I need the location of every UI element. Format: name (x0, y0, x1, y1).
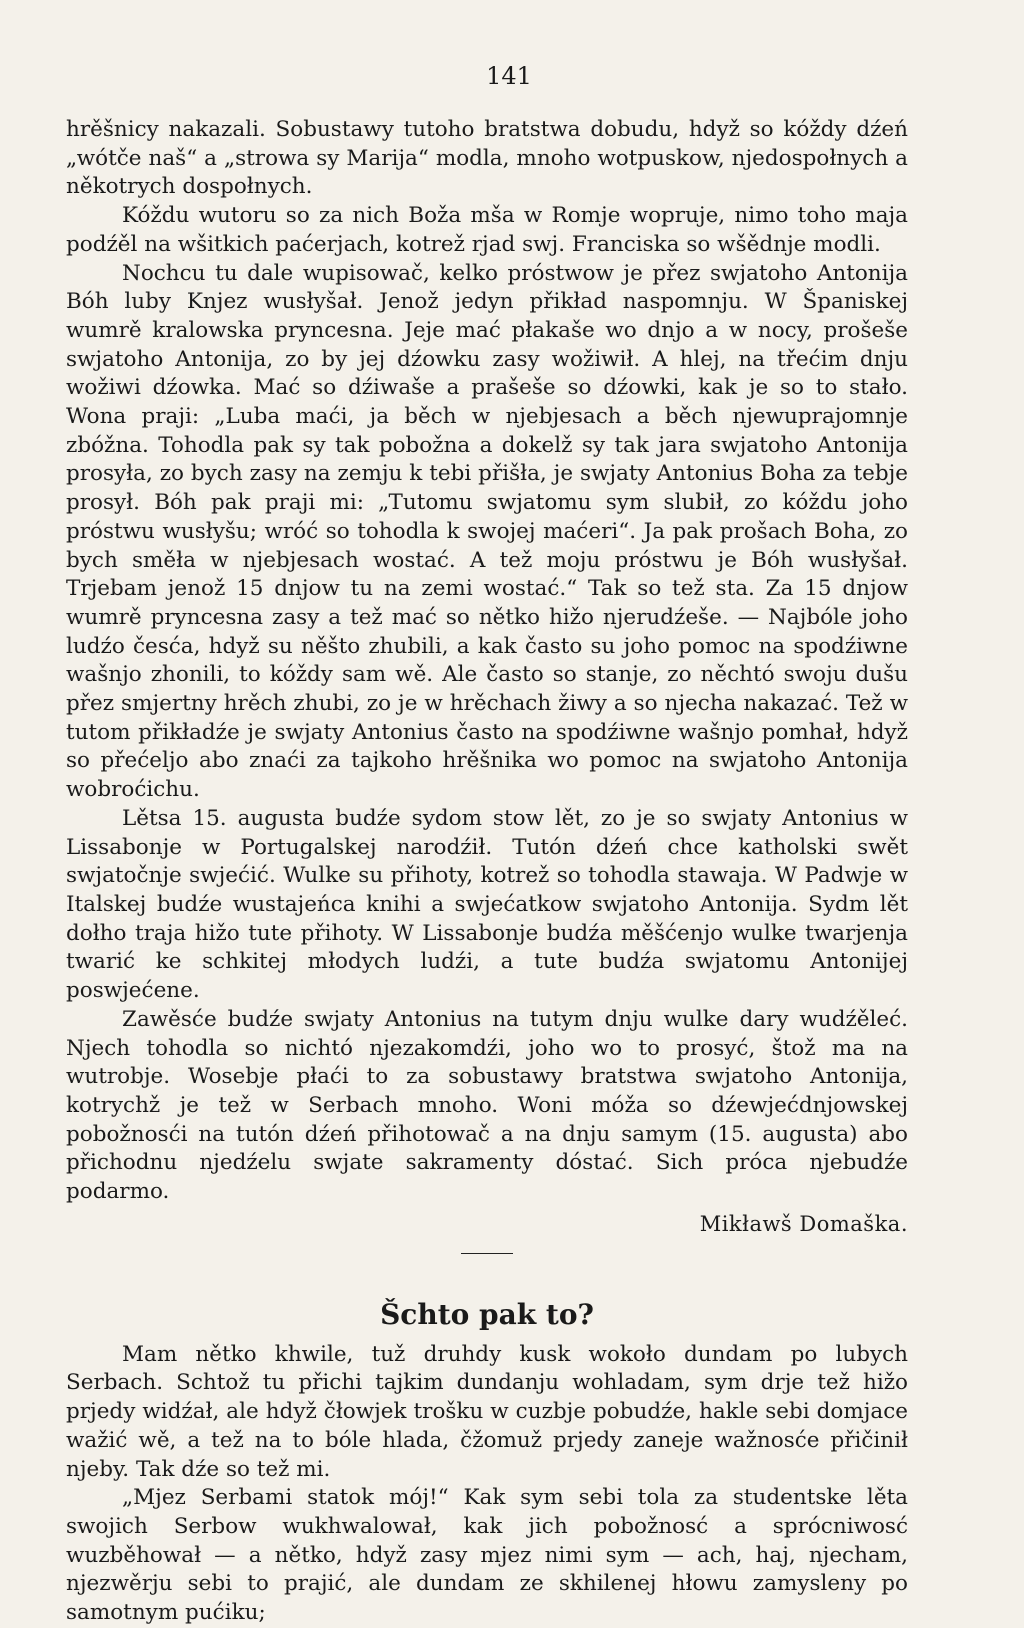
article-1 (66, 116, 908, 1239)
page-number: 141 (486, 62, 532, 90)
paragraph: Zawěsće budźe swjaty Antonius na tutym dnju wulke dary wudźělеć. Njech tohodla so nichtó njezakomdźi, joho wo to prosyć, štož ma na wutrobje. Wosebje płaći to za sobustawy bratstwa swjatoho Antonija, kotrychž je tež w Serbach mnoho. Woni móža so dźewjećdnjowskej pobožnosći na tutón dźeń přihotowač a na dnju samym (15. augusta) abo přichodnu njedźelu swjate sakramenty dóstać. Sich próca njebudźe podarmo. (66, 1006, 908, 1205)
author-signature: Mikławš Domaška. (699, 1211, 908, 1236)
paragraph: Mam nětko khwile, tuž druhdy kusk wokoło dundam po lubych Serbach. Schtož tu přichi tajkim dundanju wohladam, sym drje tež hižo prjedy widźał, ale hdyž čłowjek trošku w cuzbje pobudźe, hakle sebi domjace wažić wě, a tež na to bóle hlada, čžomuž prjedy zaneje wažnosće přičinił njeby. Tak dźe so tež mi. (66, 1341, 908, 1482)
paragraph: „Mjez Serbami statok mój!“ Kak sym sebi tola za studentske lěta swojich Serbow wukhwalował, kak jich pobožnosć a sprócniwosć wuzběhował — a nětko, hdyž zasy mjez nimi sym — ach, haj, njecham, njezwěrju sebi to prajić, ale dundam ze skhilenej hłowu zamyslеny po samotnym pućiku; (66, 1485, 908, 1626)
paragraph: hrěšnicy nakazali. Sobustawy tutoho bratstwa dobudu, hdyž so kóždy dźeń „wótče naš“ a „strowa sy Marija“ modla, mnoho wotpuskow, njedospołnych a někotrych dospołnych. (66, 117, 908, 200)
section-divider (461, 1253, 513, 1254)
section-title: Šchto pak to? (380, 1297, 594, 1331)
paragraph: Nochcu tu dale wupisowač, kelko próstwow je přez swjatoho Antonija Bóh luby Knjez wusłyšał. Jenož jedyn přikład naspomnju. W Španiskej wumrě kralowska pryncesna. Jeje mać płakaše wo dnjo a w nocy, prošeše swjatoho Antonija, zo by jej dźowku zasy wožiwił. A hlej, na třećim dnju wožiwi dźowka. Mać so dźiwaše a prašeše so dźowki, kak je so to stało. Wona praji: „Luba maći, ja běch w njebjesach a běch njewuprajomnje zbóžna. Tohodla pak sy tak pobožna a dokelž sy tak jara swjatoho Antonija prosyła, zo bych zasy na zemju k tebi přišła, je swjaty Antonius Boha za tebje prosył. Bóh pak praji mi: „Tutomu swjatomu sym slubił, zo kóždu joho próstwu wusłyšu; wróć so tohodla k swojej maćeri“. Ja pak prošach Boha, zo bych směła w njebjesach wostać. A tež moju próstwu je Bóh wusłyšał. Trjebam jenož 15 dnjow tu na zemi wostać.“ Tak so tež sta. Za 15 dnjow wumrě pryncesna zasy a tež mać so nětko hižo njerudźeše. — Najbóle joho ludźo česća, hdyž su něšto zhubili, a kak často su joho pomoc na spodźiwne wašnjo zhonili, to kóždy sam wě. Ale často so stanje, zo něchtó swoju dušu přez smjertny hrěch zhubi, zo je w hrěchach žiwy a so njecha nakazać. Tež w tutom přikładźe je swjaty Antonius často na spodźiwne wašnjo pomhał, hdyž so přećeljo abo znaći za tajkoho hrěšnika wo pomoc na swjatoho Antonija wobroćichu. (66, 260, 908, 803)
paragraph: Kóždu wutoru so za nich Boža mša w Romje wopruje, nimo toho maja podźěl na wšitkich paćerjach, kotrež rjad swj. Franciska so wšědnje modli. (66, 203, 908, 257)
article-2 (66, 1341, 908, 1628)
paragraph: Lětsa 15. augusta budźe sydom stow lět, zo je so swjaty Antonius w Lissabonje w Portugalskej narodźił. Tutón dźeń chce katholski swět swjatočnje swjećić. Wulke su přihoty, kotrež so tohodla stawaja. W Padwje w Italskej budźe wustajeńca knihi a swjećatkow swjatoho Antonija. Sydm lět dołho traja hižo tute přihoty. W Lissabonje budźa měšćenjo wulke twarjenja twarić ke schkitej młodych ludźi, a tute budźa swjatomu Antonijej poswjećene. (66, 805, 908, 1004)
